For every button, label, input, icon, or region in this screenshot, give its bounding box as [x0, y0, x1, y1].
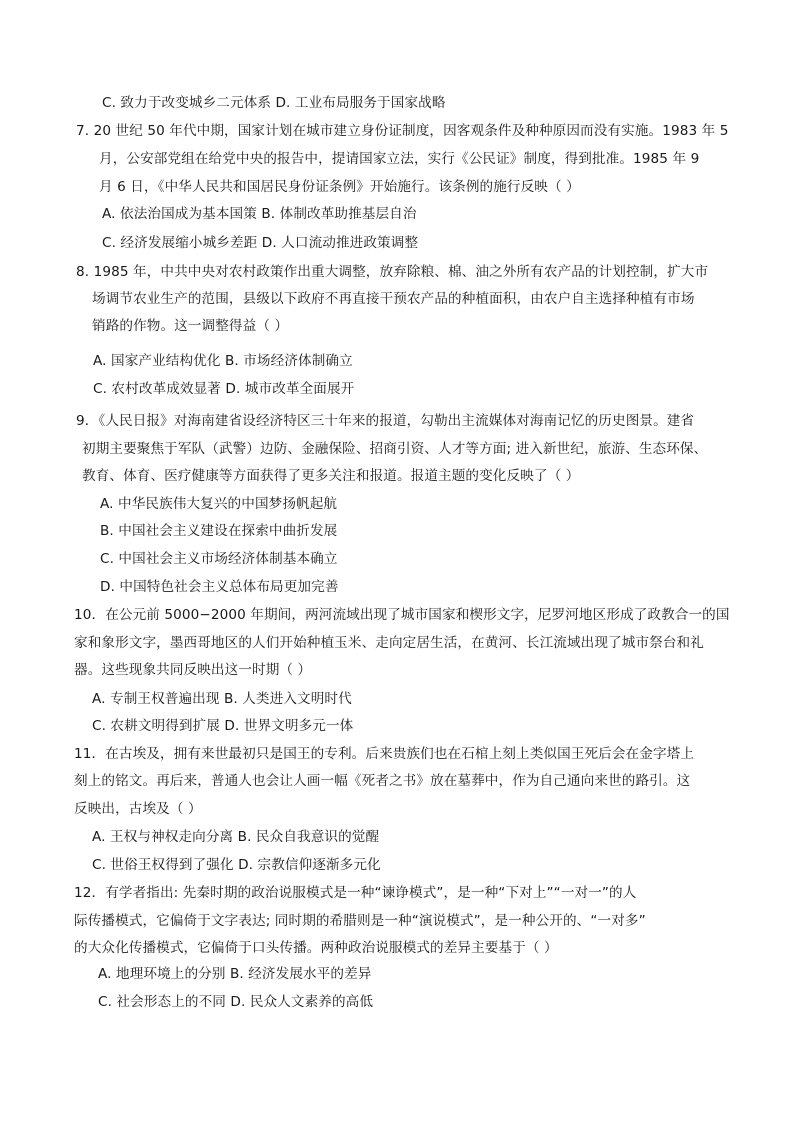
q8-option-a-b: A. 国家产业结构优化 B. 市场经济体制确立	[93, 353, 353, 369]
q10-stem-line-2: 家和象形文字，墨西哥地区的人们开始种植玉米、走向定居生活，在黄河、长江流域出现了城市祭台和礼	[74, 635, 704, 651]
q12-option-c-d: C. 社会形态上的不同 D. 民众人文素养的高低	[98, 994, 374, 1010]
q12-stem-line-3: 的大众化传播模式，它偏倚于口头传播。两种政治说服模式的差异主要基于（ ）	[74, 940, 558, 956]
q10-option-a-b: A. 专制王权普遍出现 B. 人类进入文明时代	[92, 691, 352, 707]
q11-option-c-d: C. 世俗王权得到了强化 D. 宗教信仰逐渐多元化	[92, 857, 381, 873]
q8-stem-line-1: 8. 1985 年，中共中央对农村政策作出重大调整，放弃除粮、棉、油之外所有农产品的计划控制，扩大市	[76, 264, 709, 280]
q12-stem-line-1: 12．有学者指出: 先秦时期的政治说服模式是一种“谏诤模式”，是一种“下对上”“一对一”的人	[74, 885, 637, 901]
q9-stem-line-2: 初期主要聚焦于军队（武警）边防、金融保险、招商引资、人才等方面; 进入新世纪，旅游、生态环保、	[82, 441, 708, 457]
q9-stem-line-3: 教育、体育、医疗健康等方面获得了更多关注和报道。报道主题的变化反映了（ ）	[82, 468, 580, 484]
q10-option-c-d: C. 农耕文明得到扩展 D. 世界文明多元一体	[92, 718, 354, 734]
q6-option-c-d: C. 致力于改变城乡二元体系 D. 工业布局服务于国家战略	[102, 95, 446, 111]
q8-stem-line-2: 场调节农业生产的范围，县级以下政府不再直接干预农产品的种植面积，由农户自主选择种植有市场	[92, 291, 695, 307]
q12-stem-line-2: 际传播模式，它偏倚于文字表达; 同时期的希腊则是一种“演说模式”，是一种公开的、“一对多”	[74, 913, 646, 929]
q9-option-d: D. 中国特色社会主义总体布局更加完善	[100, 579, 339, 595]
q9-option-b: B. 中国社会主义建设在探索中曲折发展	[100, 523, 338, 539]
q12-option-a-b: A. 地理环境上的分别 B. 经济发展水平的差异	[98, 966, 372, 982]
q8-stem-line-3: 销路的作物。这一调整得益（ ）	[92, 318, 289, 334]
q7-stem-line-3: 月 6 日，《中华人民共和国居民身份证条例》开始施行。该条例的施行反映（ ）	[99, 179, 580, 195]
q11-stem-line-3: 反映出，古埃及（ ）	[74, 801, 202, 817]
q7-stem-line-2: 月，公安部党组在给党中央的报告中，提请国家立法，实行《公民证》制度，得到批准。1985 年 9	[99, 151, 700, 167]
q8-option-c-d: C. 农村改革成效显著 D. 城市改革全面展开	[93, 381, 355, 397]
q7-stem-line-1: 7. 20 世纪 50 年代中期，国家计划在城市建立身份证制度，因客观条件及种种原因而没有实施。1983 年 5	[76, 123, 729, 139]
q10-stem-line-3: 器。这些现象共同反映出这一时期（ ）	[74, 662, 312, 678]
q11-stem-line-1: 11．在古埃及，拥有来世最初只是国王的专利。后来贵族们也在石棺上刻上类似国王死后会在金字塔上	[74, 746, 695, 762]
q9-option-a: A. 中华民族伟大复兴的中国梦扬帆起航	[100, 496, 338, 512]
q9-option-c: C. 中国社会主义市场经济体制基本确立	[100, 551, 338, 567]
q7-option-c-d: C. 经济发展缩小城乡差距 D. 人口流动推进政策调整	[102, 235, 419, 251]
q9-stem-line-1: 9．《人民日报》对海南建省设经济特区三十年来的报道，勾勒出主流媒体对海南记忆的历史图景。建省	[76, 413, 695, 429]
q7-option-a-b: A. 依法治国成为基本国策 B. 体制改革助推基层自治	[102, 206, 417, 222]
q11-stem-line-2: 刻上的铭文。再后来，普通人也会让人画一幅《死者之书》放在墓葬中，作为自己通向来世的路引。这	[74, 773, 691, 789]
q10-stem-line-1: 10．在公元前 5000−2000 年期间，两河流域出现了城市国家和楔形文字，尼罗河地区形成了政教合一的国	[74, 607, 730, 623]
q11-option-a-b: A. 王权与神权走向分离 B. 民众自我意识的觉醒	[92, 829, 380, 845]
